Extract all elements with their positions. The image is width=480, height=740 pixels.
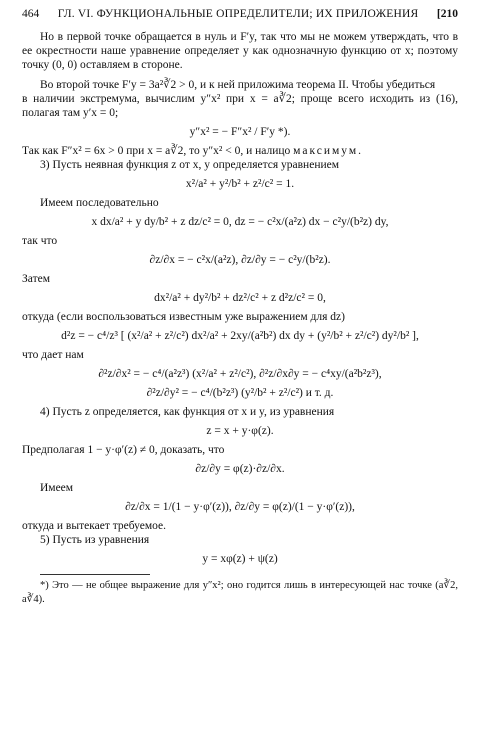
paragraph-conclusion: откуда и вытекает требуемое. bbox=[22, 520, 167, 532]
page-number: 464 bbox=[22, 8, 40, 20]
equation-item-5: y = xφ(z) + ψ(z) bbox=[202, 553, 278, 565]
equation-partials: ∂z/∂x = − c²x/(a²z), ∂z/∂y = − c²y/(b²z). bbox=[149, 254, 331, 266]
equation-second-derivative: y″x² = − F″x² / F′y *). bbox=[189, 126, 291, 138]
label-daet: что дает нам bbox=[22, 349, 84, 361]
paragraph-assume: Предполагая 1 − y·φ′(z) ≠ 0, доказать, что bbox=[22, 444, 225, 456]
running-title: ГЛ. VI. ФУНКЦИОНАЛЬНЫЕ ОПРЕДЕЛИТЕЛИ; ИХ ПРИЛОЖЕНИЯ bbox=[57, 8, 419, 20]
equation-z-implicit: z = x + y·φ(z). bbox=[206, 425, 274, 437]
equation-second-differentials: dx²/a² + dy²/b² + dz²/c² + z d²z/c² = 0, bbox=[154, 292, 326, 304]
equation-ellipsoid: x²/a² + y²/b² + z²/c² = 1. bbox=[185, 178, 295, 190]
item-5: 5) Пусть из уравнения bbox=[40, 534, 150, 546]
equation-differentials: x dx/a² + y dy/b² + z dz/c² = 0, dz = − c²x/(a²z) dx − c²y/(b²z) dy, bbox=[91, 216, 389, 228]
equation-second-partials-1: ∂²z/∂x² = − c⁴/(a²z³) (x²/a² + z²/c²), ∂²z/∂x∂y = − c⁴xy/(a²b²z³), bbox=[98, 368, 382, 380]
equation-partials-phi: ∂z/∂x = 1/(1 − y·φ′(z)), ∂z/∂y = φ(z)/(1 − y·φ′(z)), bbox=[125, 501, 355, 513]
equation-to-prove: ∂z/∂y = φ(z)·∂z/∂x. bbox=[195, 463, 285, 475]
label-imeem: Имеем последовательно bbox=[40, 197, 159, 209]
paragraph-first-point: Но в первой точке обращается в нуль и F′y, так что мы не можем утверждать, что в ее окрестности наше уравнение определяет y как однозначную функцию от x; поэтому точку (0, 0) оставляем в стороне. bbox=[22, 31, 458, 71]
label-imeem-2: Имеем bbox=[40, 482, 74, 494]
label-zatem: Затем bbox=[22, 273, 50, 285]
item-4: 4) Пусть z определяется, как функция от x и y, из уравнения bbox=[40, 406, 335, 418]
label-otkuda: откуда (если воспользоваться известным уже выражением для dz) bbox=[22, 311, 345, 323]
footnote: *) Это — не общее выражение для y″x²; оно годится лишь в интересующей нас точке (a∛2, a∛4). bbox=[22, 580, 458, 605]
page-header bbox=[22, 8, 458, 20]
label-tak-chto: так что bbox=[22, 235, 58, 247]
paragraph-second-point-a: Во второй точке F′y = 3a²∛2 > 0, и к ней приложима теорема II. Чтобы убедиться bbox=[40, 79, 436, 91]
paragraph-maximum bbox=[22, 144, 458, 158]
item-3: 3) Пусть неявная функция z от x, y определяется уравнением bbox=[40, 159, 340, 171]
paragraph-second-point-b: в наличии экстремума, вычислим y″x² при x = a∛2; проще всего исходить из (16), полагая там y′x = 0; bbox=[22, 93, 458, 119]
section-number: [210 bbox=[436, 8, 458, 20]
paragraph-maximum-text: Так как F″x² = 6x > 0 при x = a∛2, то y″x² < 0, и налицо bbox=[22, 145, 291, 157]
maximum-word: максимум. bbox=[293, 145, 364, 157]
footnote-rule bbox=[40, 574, 150, 575]
equation-d2z: d²z = − c⁴/z³ [ (x²/a² + z²/c²) dx²/a² + 2xy/(a²b²) dx dy + (y²/b² + z²/c²) dy²/b² ], bbox=[61, 330, 419, 342]
equation-second-partials-2: ∂²z/∂y² = − c⁴/(b²z³) (y²/b² + z²/c²) и т. д. bbox=[146, 387, 334, 399]
